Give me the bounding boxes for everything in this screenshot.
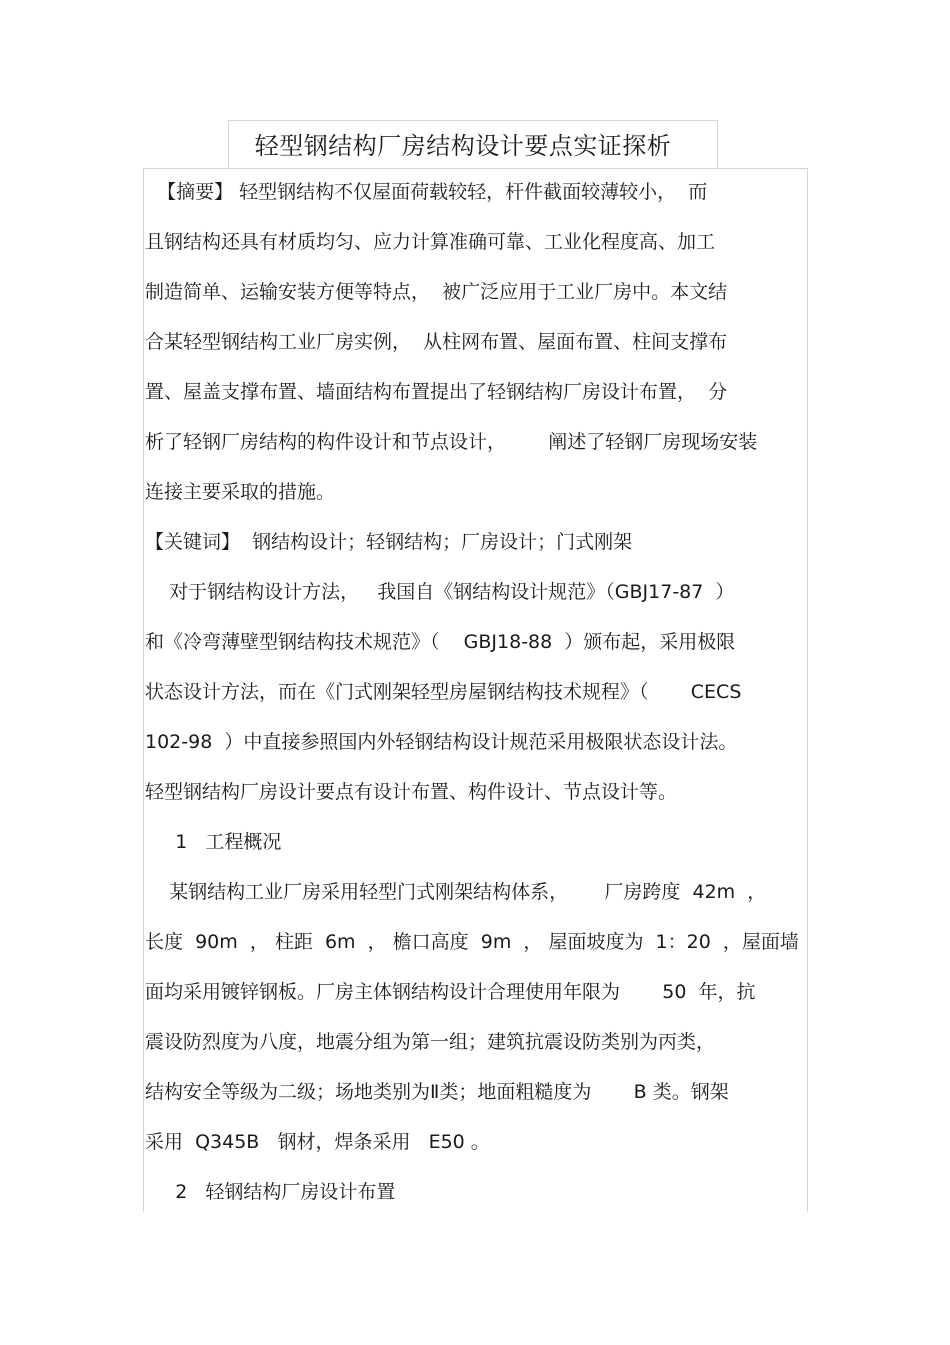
body-line: 面均采用镀锌钢板。厂房主体钢结构设计合理使用年限为 50 年，抗	[145, 981, 756, 1003]
frame-top-border	[143, 168, 808, 169]
body-line: 析了轻钢厂房结构的构件设计和节点设计， 阐述了轻钢厂房现场安装	[145, 431, 758, 453]
document-title: 轻型钢结构厂房结构设计要点实证探析	[254, 132, 672, 160]
body-line: 102-98 ）中直接参照国内外轻钢结构设计规范采用极限状态设计法。	[145, 731, 738, 753]
body-line: 置、屋盖支撑布置、墙面结构布置提出了轻钢结构厂房设计布置， 分	[145, 381, 728, 403]
body-line: 和《冷弯薄壁型钢结构技术规范》（ GBJ18-88 ）颁布起，采用极限	[145, 631, 736, 653]
body-line: 结构安全等级为二级；场地类别为Ⅱ类；地面粗糙度为 B 类。钢架	[145, 1081, 729, 1103]
keywords-line: 【关键词】 钢结构设计；轻钢结构；厂房设计；门式刚架	[145, 531, 633, 553]
frame-left-border	[143, 168, 144, 1212]
body-line: 制造简单、运输安装方便等特点， 被广泛应用于工业厂房中。本文结	[145, 281, 728, 303]
body-line: 震设防烈度为八度，地震分组为第一组；建筑抗震设防类别为丙类，	[145, 1031, 716, 1053]
body-line: 合某轻型钢结构工业厂房实例， 从柱网布置、屋面布置、柱间支撑布	[145, 331, 728, 353]
body-line: 对于钢结构设计方法， 我国自《钢结构设计规范》（GBJ17-87 ）	[145, 581, 735, 603]
frame-right-border	[807, 168, 808, 1212]
body-line: 轻型钢结构厂房设计要点有设计布置、构件设计、节点设计等。	[145, 781, 678, 803]
body-line: 采用 Q345B 钢材，焊条采用 E50 。	[145, 1131, 490, 1153]
body-line: 连接主要采取的措施。	[145, 481, 336, 503]
body-line: 且钢结构还具有材质均匀、应力计算准确可靠、工业化程度高、加工	[145, 231, 716, 253]
body-line: 【摘要】 轻型钢结构不仅屋面荷载较轻，杆件截面较薄较小， 而	[145, 181, 708, 203]
body-line: 某钢结构工业厂房采用轻型门式刚架结构体系， 厂房跨度 42m ，	[145, 881, 767, 903]
section-heading: 1 工程概况	[145, 831, 282, 853]
section-heading: 2 轻钢结构厂房设计布置	[145, 1181, 396, 1203]
body-line: 状态设计方法，而在《门式刚架轻型房屋钢结构技术规程》（ CECS	[145, 681, 742, 703]
body-line: 长度 90m ， 柱距 6m ， 檐口高度 9m ， 屋面坡度为 1：20 ，屋面墙	[145, 931, 799, 953]
